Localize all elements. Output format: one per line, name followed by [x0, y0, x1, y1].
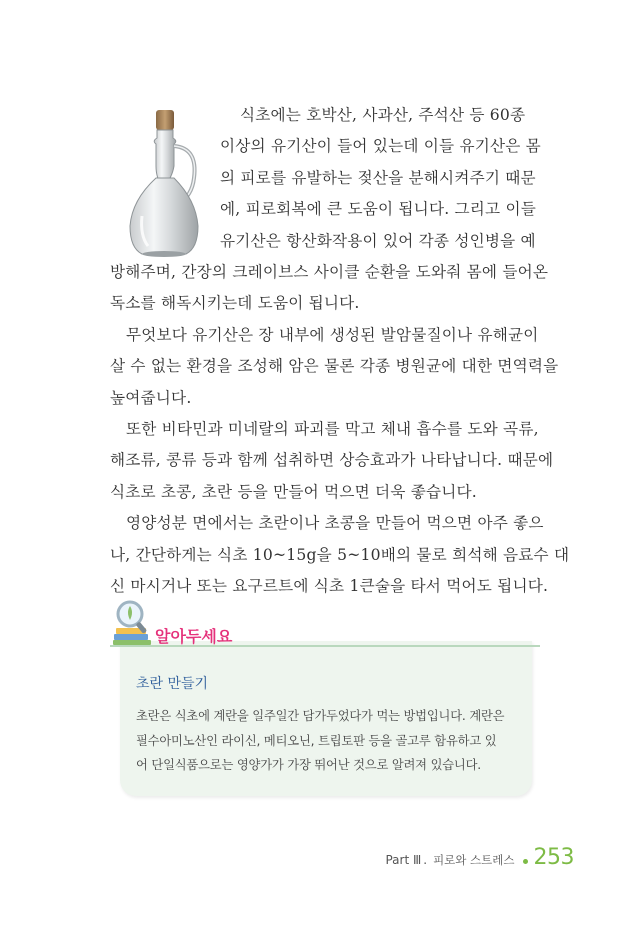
text-line: 이상의 유기산이 들어 있는데 이들 유기산은 몸: [220, 137, 541, 156]
text-line: 무엇보다 유기산은 장 내부에 생성된 발암물질이나 유해균이: [126, 325, 539, 344]
footer-separator: .: [423, 853, 428, 867]
tip-header: 알아두세요: [155, 627, 233, 646]
text-line: 해조류, 콩류 등과 함께 섭취하면 상승효과가 나타납니다. 때문에: [110, 451, 554, 470]
page-number: 253: [533, 845, 574, 870]
text-line: 방해주며, 간장의 크레이브스 사이클 순환을 도와줘 몸에 들어온: [110, 263, 549, 282]
text-line: 의 피로를 유발하는 젖산을 분해시켜주기 때문: [220, 168, 536, 187]
footer-part: Part Ⅲ: [385, 853, 422, 867]
text-line: 독소를 해독시키는데 도움이 됩니다.: [110, 294, 360, 313]
text-line: 식초에는 호박산, 사과산, 주석산 등 60종: [240, 106, 526, 124]
text-line: 영양성분 면에서는 초란이나 초콩을 만들어 먹으면 아주 좋으: [126, 514, 544, 533]
text-line: 에, 피로회복에 큰 도움이 됩니다. 그리고 이들: [220, 200, 536, 219]
footer-chapter: 피로와 스트레스: [433, 853, 515, 867]
text-line: 또한 비타민과 미네랄의 파괴를 막고 체내 흡수를 도와 곡류,: [126, 420, 539, 439]
text-line: 높여줍니다.: [110, 388, 192, 407]
text-line: 살 수 없는 환경을 조성해 암은 물론 각종 병원균에 대한 면역력을: [110, 357, 559, 376]
magnifier-books-icon: [110, 598, 156, 646]
tip-title: 초란 만들기: [136, 676, 209, 692]
bullet-icon: [523, 859, 528, 864]
tip-line: 어 단일식품으로는 영양가가 가장 뛰어난 것으로 알려져 있습니다.: [136, 758, 481, 772]
tip-text: [136, 704, 526, 778]
tip-line: 초란은 식초에 계란을 일주일간 담가두었다가 먹는 방법입니다. 계란은: [136, 709, 505, 723]
body-text: [110, 100, 570, 603]
page-footer: [385, 845, 574, 870]
tip-line: 필수아미노산인 라이신, 메티오닌, 트립토판 등을 골고루 함유하고 있: [136, 733, 497, 748]
text-line: 신 마시거나 또는 요구르트에 식초 1큰술을 타서 먹어도 됩니다.: [110, 577, 549, 596]
text-line: 나, 간단하게는 식초 10~15g을 5~10배의 물로 희석해 음료수 대: [110, 545, 570, 564]
text-line: 식초로 초콩, 초란 등을 만들어 먹으면 더욱 좋습니다.: [110, 482, 477, 501]
text-line: 유기산은 항산화작용이 있어 각종 성인병을 예: [220, 231, 536, 250]
